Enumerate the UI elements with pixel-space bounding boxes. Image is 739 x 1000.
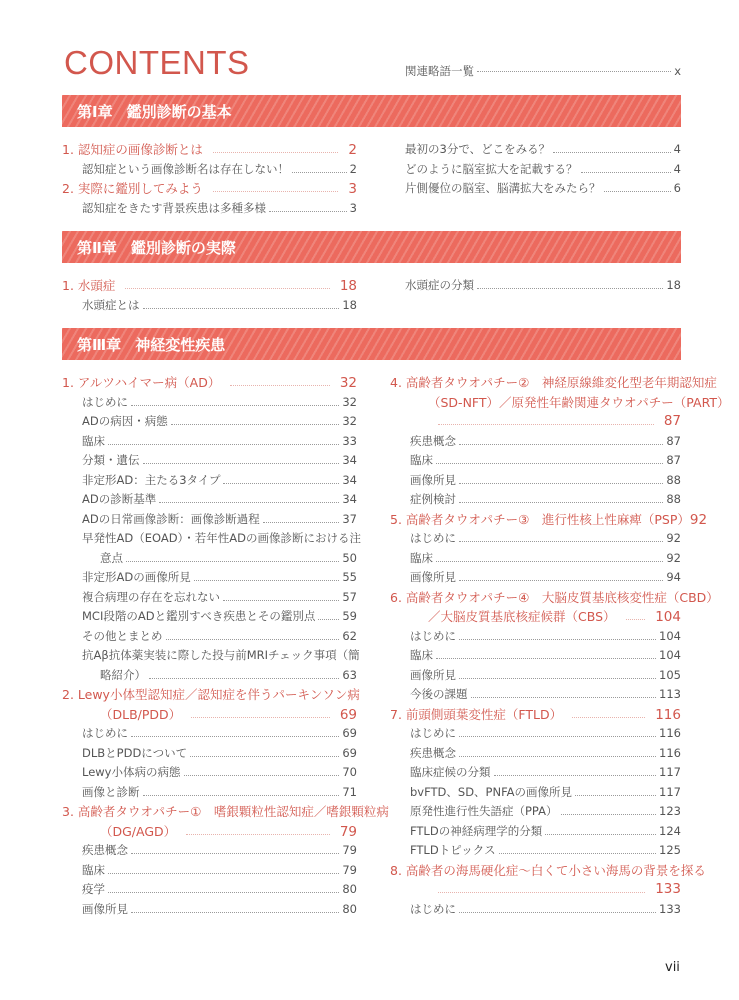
leader-dots [494, 775, 657, 776]
leader-dots [171, 424, 340, 425]
toc-entry-page: 87 [666, 433, 681, 448]
toc-entry-page: 57 [342, 589, 357, 604]
toc-entry[interactable] [62, 783, 357, 803]
leader-dots [126, 561, 339, 562]
page-number: vii [665, 960, 680, 975]
toc-entry-label: はじめに [410, 726, 456, 740]
toc-section-entry[interactable] [390, 510, 708, 530]
toc-section-entry[interactable] [62, 705, 357, 725]
toc-entry-page: 18 [666, 278, 681, 292]
leader-dots [143, 308, 340, 309]
toc-section-entry[interactable] [62, 802, 389, 822]
toc-entry[interactable] [390, 549, 681, 569]
leader-dots [471, 697, 657, 698]
leader-dots [131, 736, 339, 737]
toc-entry-label: 臨床 [82, 862, 105, 877]
toc-entry-label: 認知症という画像診断名は存在しない！ [82, 161, 289, 176]
toc-entry-page: 50 [342, 550, 357, 565]
toc-entry-label: 臨床 [82, 433, 105, 448]
toc-entry[interactable] [62, 432, 357, 452]
toc-entry-abbreviations[interactable] [405, 63, 681, 79]
leader-dots [131, 853, 339, 854]
toc-entry-page: 94 [666, 570, 681, 584]
leader-dots [477, 288, 663, 289]
leader-dots [213, 152, 339, 153]
leader-dots [438, 424, 654, 425]
toc-section-entry[interactable] [390, 607, 681, 627]
toc-entry-label: ADの病因・病態 [82, 414, 168, 428]
toc-entry[interactable] [62, 666, 357, 686]
toc-entry-label: はじめに [82, 394, 128, 409]
toc-section-entry[interactable] [390, 412, 681, 432]
toc-entry-label: 7. 前頭側頭葉変性症（FTLD） [390, 706, 563, 722]
toc-entry-label: はじめに [410, 901, 456, 916]
toc-entry-page: 105 [659, 667, 681, 682]
toc-entry-page: 79 [342, 843, 357, 857]
toc-entry-page: 59 [342, 609, 357, 623]
toc-entry-page: 34 [342, 453, 357, 467]
toc-section-entry[interactable] [390, 705, 681, 725]
leader-dots [213, 191, 339, 192]
toc-entry-label: 症例検討 [410, 492, 456, 506]
leader-dots [553, 152, 671, 153]
leader-dots [545, 834, 656, 835]
toc-entry-page: 18 [342, 297, 357, 312]
toc-entry-page: 125 [659, 843, 681, 857]
chapter-3-right-column [390, 373, 730, 919]
toc-entry[interactable] [62, 724, 357, 744]
leader-dots [108, 892, 339, 893]
toc-section-entry[interactable] [62, 685, 360, 705]
toc-entry-label: ADの日常画像診断：画像診断過程 [82, 511, 260, 526]
toc-entry[interactable] [390, 783, 681, 803]
toc-entry-label: ／大脳皮質基底核症候群（CBS） [428, 609, 616, 624]
toc-entry-label: 疾患概念 [82, 843, 128, 857]
chapter-title: 鑑別診断の基本 [126, 102, 232, 121]
leader-dots [477, 71, 671, 72]
toc-entry[interactable] [405, 160, 681, 180]
leader-dots [223, 600, 339, 601]
toc-entry-page: 87 [666, 453, 681, 467]
toc-entry-label: 2. 実際に鑑別してみよう [62, 181, 203, 196]
toc-entry-page: 88 [666, 492, 681, 506]
toc-entry-label: （DLB/PDD） [100, 706, 182, 722]
toc-entry[interactable] [62, 490, 357, 510]
chapter-number: 第Ⅲ章 [77, 335, 122, 354]
toc-entry-label: 1. 認知症の画像診断とは [62, 142, 203, 157]
toc-entry-label: 1. 水頭症 [62, 278, 116, 293]
toc-entry[interactable] [62, 900, 357, 920]
toc-entry-label: 画像所見 [410, 667, 456, 682]
toc-entry-page: 62 [342, 628, 357, 643]
toc-entry-label: 臨床 [410, 550, 433, 565]
toc-entry-label: 非定形AD：主たる3タイプ [82, 472, 221, 487]
toc-section-entry[interactable] [62, 276, 357, 296]
leader-dots [263, 522, 340, 523]
toc-entry-label: はじめに [82, 726, 128, 740]
toc-entry-label: はじめに [410, 531, 456, 545]
toc-entry[interactable] [390, 900, 681, 920]
toc-entry-page: 63 [342, 667, 357, 682]
toc-entry[interactable] [62, 841, 357, 861]
toc-entry[interactable] [405, 140, 681, 160]
toc-entry[interactable] [390, 685, 681, 705]
toc-entry-page: 117 [659, 784, 681, 799]
leader-dots [459, 541, 663, 542]
toc-entry[interactable] [62, 412, 357, 432]
toc-entry-label: 分類・遺伝 [82, 453, 140, 467]
toc-entry[interactable] [62, 160, 357, 180]
leader-dots [149, 678, 339, 679]
toc-entry-page: 117 [659, 765, 681, 779]
toc-entry-label: Lewy小体病の病態 [82, 765, 181, 779]
toc-entry-label: 3. 高齢者タウオパチー① 嗜銀顆粒性認知症／嗜銀顆粒病 [62, 804, 389, 819]
chapter-2-left-column [62, 276, 357, 315]
leader-dots [459, 483, 663, 484]
toc-entry-page: 80 [342, 901, 357, 916]
leader-dots [459, 678, 656, 679]
toc-entry-label: （DG/AGD） [100, 823, 177, 839]
toc-entry[interactable] [62, 296, 357, 316]
toc-entry-label: 複合病理の存在を忘れない [82, 589, 220, 604]
toc-entry-label: 非定形ADの画像所見 [82, 570, 191, 584]
toc-entry[interactable] [390, 646, 681, 666]
toc-entry-page: 79 [342, 862, 357, 877]
toc-entry[interactable] [62, 861, 357, 881]
toc-entry[interactable] [390, 529, 681, 549]
toc-entry[interactable] [390, 432, 681, 452]
toc-entry-label: 片側優位の脳室、脳溝拡大をみたら？ [405, 181, 601, 195]
leader-dots [459, 639, 656, 640]
leader-dots [459, 580, 663, 581]
leader-dots [459, 444, 663, 445]
leader-dots [436, 658, 656, 659]
toc-entry-page: 71 [342, 784, 357, 799]
toc-entry[interactable] [390, 802, 681, 822]
toc-entry-page: 80 [342, 882, 357, 896]
toc-entry[interactable] [62, 199, 357, 219]
toc-entry-label: 画像所見 [82, 901, 128, 916]
leader-dots [561, 814, 657, 815]
toc-entry-page: 116 [655, 706, 681, 723]
leader-dots [318, 619, 339, 620]
toc-entry-page: 55 [342, 570, 357, 584]
leader-dots [459, 736, 656, 737]
toc-entry-label: ADの診断基準 [82, 492, 157, 506]
toc-entry[interactable] [62, 568, 357, 588]
toc-entry-page: 70 [342, 765, 357, 779]
toc-entry-page: 33 [342, 433, 357, 448]
toc-section-entry[interactable] [62, 822, 357, 842]
toc-entry-label: 1. アルツハイマー病（AD） [62, 375, 221, 390]
leader-dots [143, 795, 340, 796]
leader-dots [581, 172, 671, 173]
chapter-banner-3 [62, 328, 681, 360]
toc-entry-label: 認知症をきたす背景疾患は多種多様 [82, 200, 266, 215]
toc-entry-label: 水頭症とは [82, 297, 140, 312]
toc-entry-label: 2. Lewy小体型認知症／認知症を伴うパーキンソン病 [62, 687, 360, 702]
toc-entry-page: 34 [342, 492, 357, 506]
toc-entry-page: 18 [339, 278, 357, 294]
toc-entry-page: 116 [659, 745, 681, 760]
leader-dots [159, 502, 339, 503]
toc-entry-page: 34 [342, 472, 357, 487]
toc-entry-label: 臨床症候の分類 [410, 765, 491, 779]
toc-entry-page: 133 [655, 881, 681, 897]
toc-entry-label: 6. 高齢者タウオパチー④ 大脳皮質基底核変性症（CBD） [390, 589, 719, 605]
toc-entry[interactable] [62, 471, 357, 491]
leader-dots [125, 288, 329, 289]
chapter-number: 第Ⅱ章 [77, 238, 117, 257]
leader-dots [108, 444, 339, 445]
toc-entry[interactable] [390, 666, 681, 686]
toc-entry-label: 最初の3分で、どこをみる？ [405, 142, 551, 156]
toc-entry-label: （SD-NFT）／原発性年齢関連タウオパチー（PART） [428, 394, 730, 410]
toc-entry-page: 32 [342, 414, 357, 428]
toc-entry-label: 臨床 [410, 648, 433, 662]
toc-entry-label: FTLDトピックス [410, 843, 496, 857]
toc-entry[interactable] [390, 627, 681, 647]
toc-entry-label: 臨床 [410, 453, 433, 467]
toc-entry-label: 画像と診断 [82, 784, 140, 799]
toc-entry[interactable] [62, 627, 357, 647]
toc-entry[interactable] [390, 841, 681, 861]
toc-section-entry[interactable] [62, 373, 357, 393]
toc-entry-page: 92 [666, 550, 681, 565]
toc-section-entry[interactable] [390, 880, 681, 900]
leader-dots [604, 191, 671, 192]
leader-dots [131, 912, 339, 913]
chapter-banner-1 [62, 95, 681, 127]
toc-entry-label: FTLDの神経病理学的分類 [410, 823, 543, 838]
toc-entry[interactable] [62, 607, 357, 627]
toc-section-entry[interactable] [390, 373, 717, 393]
toc-entry[interactable] [62, 646, 360, 666]
leader-dots [459, 756, 656, 757]
leader-dots [194, 580, 340, 581]
leader-dots [459, 502, 663, 503]
chapter-3-left-column [62, 373, 389, 919]
toc-entry-page: 3 [349, 200, 357, 215]
toc-entry-page: 32 [339, 375, 357, 391]
chapter-number: 第Ⅰ章 [77, 102, 113, 121]
toc-entry-page: 32 [342, 394, 357, 409]
toc-section-entry[interactable] [62, 179, 357, 199]
toc-entry-page: 88 [666, 472, 681, 487]
toc-entry-label: 意点 [100, 550, 123, 565]
toc-entry-page: 6 [673, 181, 681, 195]
toc-section-entry[interactable] [390, 861, 706, 881]
toc-entry-page: 104 [655, 609, 681, 625]
leader-dots [436, 561, 663, 562]
toc-entry[interactable] [390, 763, 681, 783]
toc-entry[interactable] [62, 880, 357, 900]
toc-entry-label: 水頭症の分類 [405, 278, 474, 292]
leader-dots [184, 775, 340, 776]
leader-dots [499, 853, 656, 854]
toc-entry[interactable] [62, 451, 357, 471]
toc-entry[interactable] [390, 822, 681, 842]
leader-dots [292, 172, 347, 173]
leader-dots [143, 463, 340, 464]
toc-entry-label: 5. 高齢者タウオパチー③ 進行性核上性麻痺（PSP） [390, 511, 690, 527]
toc-entry[interactable] [390, 471, 681, 491]
toc-entry[interactable] [390, 568, 681, 588]
toc-entry-label: 抗Aβ抗体薬実装に際した投与前MRIチェック事項（簡 [82, 648, 360, 662]
page-title: CONTENTS [64, 44, 250, 81]
toc-entry-page: 87 [663, 413, 681, 429]
toc-entry[interactable] [62, 529, 362, 549]
toc-entry-label: 略紹介） [100, 667, 146, 682]
toc-section-entry[interactable] [390, 588, 719, 608]
toc-entry-page: 104 [659, 628, 681, 643]
toc-entry-label: 疾患概念 [410, 433, 456, 448]
toc-entry-page: 2 [348, 142, 357, 158]
leader-dots [626, 619, 646, 620]
toc-entry-page: x [674, 64, 681, 78]
toc-entry[interactable] [390, 490, 681, 510]
toc-entry-page: 124 [659, 823, 681, 838]
toc-entry-label: 関連略語一覧 [405, 64, 474, 78]
leader-dots [269, 211, 347, 212]
toc-entry-page: 113 [659, 687, 681, 701]
toc-entry-label: MCI段階のADと鑑別すべき疾患とその鑑別点 [82, 609, 316, 623]
toc-entry[interactable] [62, 763, 357, 783]
toc-section-entry[interactable] [62, 140, 357, 160]
toc-entry[interactable] [405, 276, 681, 296]
toc-entry-page: 79 [339, 823, 357, 840]
leader-dots [438, 892, 645, 893]
toc-entry-label: 疾患概念 [410, 745, 456, 760]
toc-entry-label: bvFTD、SD、PNFAの画像所見 [410, 784, 573, 799]
toc-entry-page: 92 [689, 511, 708, 528]
leader-dots [166, 639, 340, 640]
toc-entry[interactable] [390, 724, 681, 744]
toc-entry-label: DLBとPDDについて [82, 745, 188, 760]
leader-dots [131, 405, 339, 406]
chapter-2-right-column [405, 276, 681, 296]
chapter-title: 神経変性疾患 [135, 335, 226, 354]
toc-entry-label: 疫学 [82, 882, 105, 896]
leader-dots [575, 795, 656, 796]
toc-entry[interactable] [62, 549, 357, 569]
chapter-banner-2 [62, 231, 681, 263]
toc-entry-label: どのように脳室拡大を記載する？ [405, 161, 578, 176]
toc-entry-page: 104 [659, 648, 681, 662]
toc-entry-label: 8. 高齢者の海馬硬化症～白くて小さい海馬の背景を探る [390, 862, 706, 878]
toc-entry-label: 早発性AD（EOAD）・若年性ADの画像診断における注 [82, 531, 362, 545]
toc-entry-page: 116 [659, 726, 681, 740]
chapter-title: 鑑別診断の実際 [130, 238, 236, 257]
toc-entry[interactable] [405, 179, 681, 199]
toc-entry-label: 画像所見 [410, 472, 456, 487]
toc-entry-label: 画像所見 [410, 570, 456, 584]
chapter-1-right-column [405, 140, 681, 199]
toc-entry-page: 4 [673, 142, 681, 156]
leader-dots [191, 717, 330, 718]
toc-entry[interactable] [390, 451, 681, 471]
toc-entry-label: 今後の課題 [410, 687, 468, 701]
toc-entry-label: はじめに [410, 628, 456, 643]
toc-entry-page: 69 [339, 706, 357, 723]
toc-section-entry[interactable] [390, 393, 730, 413]
leader-dots [108, 873, 339, 874]
leader-dots [186, 834, 330, 835]
leader-dots [572, 717, 645, 718]
toc-entry-page: 69 [342, 745, 357, 760]
toc-entry[interactable] [62, 510, 357, 530]
toc-entry-label: 4. 高齢者タウオパチー② 神経原線維変化型老年期認知症 [390, 375, 717, 390]
leader-dots [436, 463, 663, 464]
leader-dots [459, 912, 656, 913]
toc-entry[interactable] [62, 588, 357, 608]
toc-entry-page: 4 [673, 161, 681, 176]
toc-entry-page: 92 [666, 531, 681, 545]
leader-dots [230, 385, 329, 386]
toc-entry-page: 3 [348, 181, 357, 197]
leader-dots [190, 756, 339, 757]
toc-entry-page: 37 [342, 511, 357, 526]
toc-entry[interactable] [62, 393, 357, 413]
toc-entry-page: 69 [342, 726, 357, 740]
toc-entry[interactable] [390, 744, 681, 764]
toc-entry-page: 133 [659, 901, 681, 916]
toc-entry[interactable] [62, 744, 357, 764]
toc-entry-label: 原発性進行性失語症（PPA） [410, 804, 558, 818]
toc-entry-page: 2 [349, 161, 357, 176]
toc-entry-page: 123 [659, 804, 681, 818]
leader-dots [223, 483, 339, 484]
toc-entry-label: その他とまとめ [82, 628, 163, 643]
chapter-1-left-column [62, 140, 357, 218]
